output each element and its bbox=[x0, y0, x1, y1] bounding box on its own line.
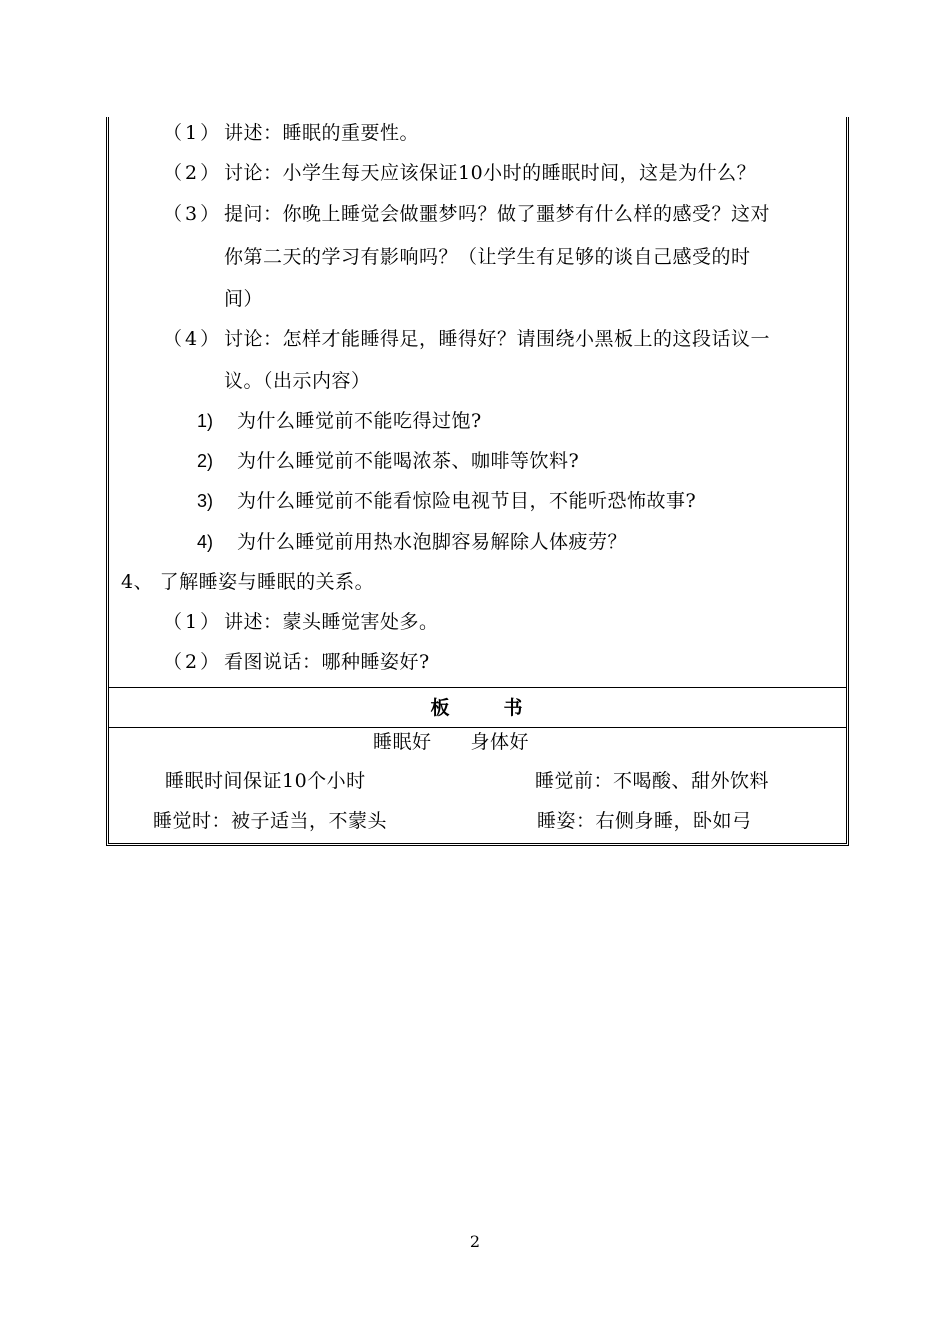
item-text: 讨论：小学生每天应该保证10小时的睡眠时间，这是为什么？ bbox=[224, 162, 757, 184]
question-number: 3) bbox=[197, 491, 214, 511]
item-number: （1） bbox=[163, 122, 223, 144]
item-text-continued: 议。（出示内容） bbox=[224, 370, 371, 392]
lesson-table bbox=[106, 117, 849, 846]
question-number: 2) bbox=[197, 451, 214, 471]
item-text: 讲述：睡眠的重要性。 bbox=[224, 122, 420, 144]
row-divider bbox=[109, 727, 846, 728]
question-text: 为什么睡觉前不能吃得过饱? bbox=[237, 410, 482, 432]
blackboard-center-line: 睡眠好 身体好 bbox=[373, 731, 530, 753]
question-text: 为什么睡觉前用热水泡脚容易解除人体疲劳？ bbox=[237, 531, 628, 553]
item-text-continued: 你第二天的学习有影响吗？（让学生有足够的谈自己感受的时 bbox=[224, 246, 751, 268]
blackboard-row2-left: 睡觉时：被子适当，不蒙头 bbox=[153, 810, 388, 832]
page-number: 2 bbox=[469, 1232, 481, 1251]
question-number: 1) bbox=[197, 411, 214, 431]
item-text: 讲述：蒙头睡觉害处多。 bbox=[224, 611, 439, 633]
item-number: （1） bbox=[163, 611, 223, 633]
item-text: 看图说话：哪种睡姿好? bbox=[224, 651, 430, 673]
item-number: （3） bbox=[163, 203, 223, 225]
blackboard-header-left: 板 bbox=[430, 697, 452, 719]
row-divider bbox=[109, 687, 846, 688]
item-text: 提问：你晚上睡觉会做噩梦吗？做了噩梦有什么样的感受？这对 bbox=[224, 203, 771, 225]
blackboard-header bbox=[109, 689, 846, 727]
blackboard-row1-left: 睡眠时间保证10个小时 bbox=[165, 770, 366, 792]
item-number: （2） bbox=[163, 162, 223, 184]
question-text: 为什么睡觉前不能喝浓茶、咖啡等饮料? bbox=[237, 450, 580, 472]
lesson-content-cell bbox=[109, 117, 846, 687]
blackboard-header-right: 书 bbox=[503, 697, 525, 719]
question-number: 4) bbox=[197, 532, 214, 552]
section-heading: 4、 了解睡姿与睡眠的关系。 bbox=[121, 571, 375, 593]
item-number: （2） bbox=[163, 651, 223, 673]
question-text: 为什么睡觉前不能看惊险电视节目，不能听恐怖故事? bbox=[237, 490, 697, 512]
item-text: 讨论：怎样才能睡得足，睡得好？请围绕小黑板上的这段话议一 bbox=[224, 328, 771, 350]
blackboard-row2-right: 睡姿：右侧身睡，卧如弓 bbox=[537, 810, 752, 832]
item-text-continued: 间） bbox=[224, 288, 264, 310]
item-number: （4） bbox=[163, 328, 223, 350]
blackboard-row1-right: 睡觉前：不喝酸、甜外饮料 bbox=[535, 770, 770, 792]
